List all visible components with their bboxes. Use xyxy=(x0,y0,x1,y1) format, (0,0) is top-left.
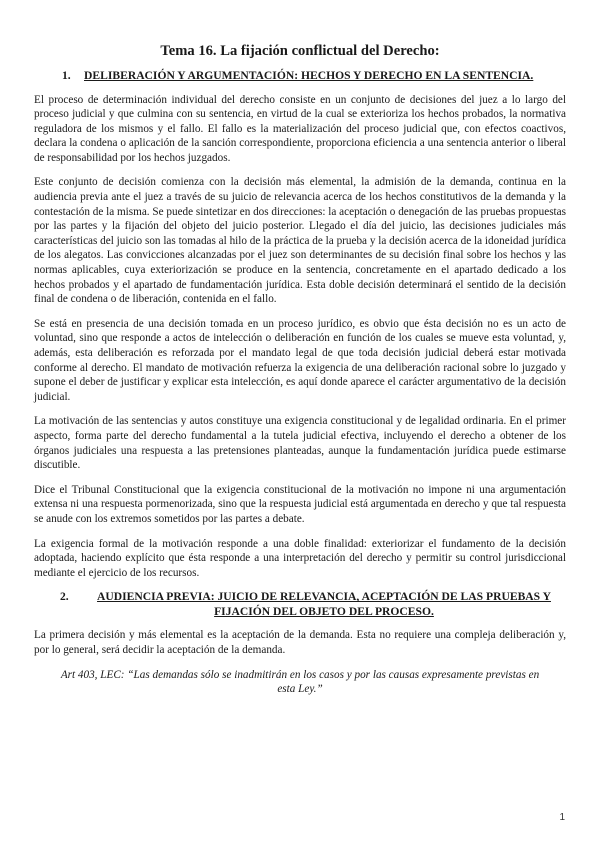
paragraph: Dice el Tribunal Constitucional que la exigencia constitucional de la motivación no impone ni una argumentación extensa ni una respuesta pormenorizada, sino que la respuesta judicial está argumentada en derecho y que tal respuesta se anude con los extremos sometidos por las partes a debate. xyxy=(34,483,566,525)
section-number: 1. xyxy=(62,69,71,82)
section-number: 2. xyxy=(60,590,69,604)
paragraph: El proceso de determinación individual del derecho consiste en un conjunto de decisiones del juez a lo largo del proceso judicial y que culmina con su sentencia, en virtud de la cual se exterioriza los hechos probados, la normativa reguladora de los mismos y el fallo. El fallo es la materialización del proceso judicial que, con efectos coactivos, declara la condena o aplicación de la sanción correspondiente, proporciona eficiencia a una sentencia anterior o liberal de responsabilidad por los hechos juzgados. xyxy=(34,93,566,164)
section-heading-text: AUDIENCIA PREVIA: JUICIO DE RELEVANCIA, ACEPTACIÓN DE LAS PRUEBAS Y FIJACIÓN DEL OBJETO DEL PROCESO. xyxy=(97,590,551,618)
paragraph: La primera decisión y más elemental es la aceptación de la demanda. Esta no requiere una compleja deliberación y, por lo general, será decidir la aceptación de la demanda. xyxy=(34,629,566,656)
paragraph: La motivación de las sentencias y autos constituye una exigencia constitucional y de legalidad ordinaria. En el primer aspecto, forma parte del derecho fundamental a la tutela judicial efectiva, incluyendo el derecho a obtener de los órganos judiciales una respuesta a las pretensiones planteadas, aunque la fundamentación jurídica puede estimarse discutible. xyxy=(34,415,566,472)
section-heading-text: DELIBERACIÓN Y ARGUMENTACIÓN: HECHOS Y DERECHO EN LA SENTENCIA. xyxy=(84,69,534,82)
document-title: Tema 16. La fijación conflictual del Derecho: xyxy=(160,43,440,59)
paragraph: La exigencia formal de la motivación responde a una doble finalidad: exteriorizar el fundamento de la decisión adoptada, haciendo explícito que ésta responde a una interpretación del derecho y permitir su control jurisdiccional mediante el ejercicio de los recursos. xyxy=(34,537,566,579)
section-heading xyxy=(34,590,566,619)
section-2 xyxy=(34,590,566,696)
paragraph: Este conjunto de decisión comienza con la decisión más elemental, la admisión de la demanda, continua en la audiencia previa ante el juez a través de su juicio de relevancia acerca de los hechos constitutivos de la demanda y la contestación de la misma. Se puede sintetizar en dos direcciones: la aceptación o denegación de las pruebas propuestas por las partes y la fijación del objeto del juicio posterior. Llegado el día del juicio, las decisiones judiciales más características del juicio son las tomadas al hilo de la práctica de la prueba y la decisión acerca de la idoneidad jurídica de los alegatos. Las convicciones alcanzadas por el juez son determinantes de su decisión final sobre los hechos y las normas aplicables, cuya exteriorización se produce en la sentencia, concretamente en el apartado dedicado a los hechos probados y el apartado de fundamentación jurídica. Esta doble decisión determinará el sentido de la decisión final de condena o de liberación, contenida en el fallo. xyxy=(34,176,566,306)
legal-quote: Art 403, LEC: “Las demandas sólo se inadmitirán en los casos y por las causas expresamente previstas en esta Ley.” xyxy=(60,668,540,696)
section-heading xyxy=(34,69,566,84)
paragraph: Se está en presencia de una decisión tomada en un proceso jurídico, es obvio que ésta decisión no es un acto de voluntad, sino que responde a actos de intelección o deliberación en función de los cuales se mueve esta voluntad, y, además, esta deliberación es reforzada por el mandato legal de que toda decisión judicial deberá estar motivada conforme al derecho. El mandato de motivación refuerza la exigencia de una deliberación racional sobre lo juzgado y supone el deber de justificar y explicar esta intelección, es aquí donde aparece el carácter argumentativo de la decisión judicial. xyxy=(34,317,566,403)
page-number: 1 xyxy=(559,812,565,823)
section-1 xyxy=(34,69,566,580)
